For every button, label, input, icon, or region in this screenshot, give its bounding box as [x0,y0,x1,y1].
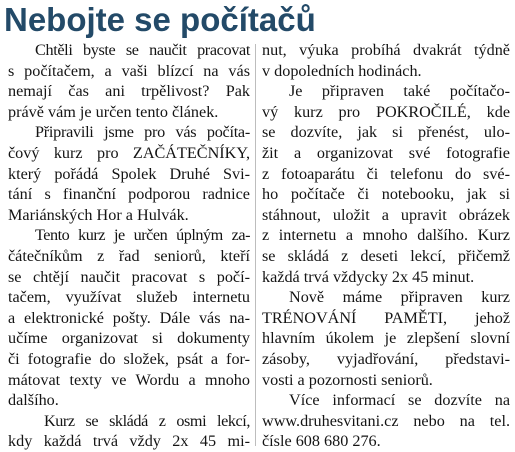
text-line: nut, výuka probíhá dvakrát týdně [262,41,510,59]
text-line: žit a organizovat své fotografie [262,143,510,162]
text-line: kdy každá trvá vždy 2x 45 mi- [8,432,250,451]
text-line: učíme organizovat si dokumenty [8,329,250,348]
text-line: se dozvíte, jak si přenést, ulo- [262,123,510,142]
paragraph-lessons [8,411,250,452]
text-line: stáhnout, uložit a upravit obrázek [262,205,510,224]
paragraph-advanced-course [262,81,510,287]
text-line: Je připraven také počítačo- [289,82,510,101]
text-line: s počítačem, a vaši blízcí na vás [8,61,250,80]
text-line: se chtějí naučit pracovat s počí- [8,267,250,286]
text-line: Připravili jsme pro vás počíta- [35,123,250,142]
paragraph-intro [8,40,250,122]
text-line: ho počítače či notebooku, jak si [262,185,510,204]
column-divider [255,44,256,446]
text-line: www.druhesvitani.cz nebo na tel. [262,411,510,430]
text-line: nemají čas ani trpělivost? Pak [8,82,250,101]
text-line: či fotografie do složek, psát a for- [8,349,250,368]
text-line: tačem, využívat služeb internetu [8,288,250,307]
text-line: Tento kurz je určen úplným za- [35,226,250,245]
text-line: mátovat texty ve Wordu a mnoho [8,370,250,389]
text-line: zásoby, vyjadřování, představi- [262,349,510,368]
text-line: dalšího. [8,391,59,410]
text-line: TRÉNOVÁNÍ PAMĚTI, jehož [262,308,510,327]
paragraph-lessons-continued [262,40,510,81]
text-line: z internetu a mnoho dalšího. Kurz [262,226,510,245]
text-line: Více informací se dozvíte na [289,391,510,410]
text-line: čísle 608 680 276. [262,432,381,451]
text-line: a elektronické pošty. Dále vás na- [8,308,250,327]
text-line: vosti a pozornosti seniorů. [262,370,433,389]
text-line: vý kurz pro POKROČILÉ, kde [262,102,510,121]
text-line: Kurz se skládá z osmi lekcí, [44,411,250,430]
text-line: čový kurz pro ZAČÁTEČNÍKY, [8,143,250,162]
paragraph-course-content [8,225,250,410]
text-line: právě vám je určen tento článek. [8,102,219,121]
right-column [262,40,510,452]
text-line: hlavním úkolem je zlepšení slovní [262,329,510,348]
text-line: čátečníkům z řad seniorů, kteří [8,246,250,265]
paragraph-memory-training [262,287,510,390]
text-line: Chtěli byste se naučit pracovat [35,41,250,59]
paragraph-beginners-course [8,122,250,225]
text-line: Nově máme připraven kurz [289,288,510,307]
text-line: který pořádá Spolek Druhé Svi- [8,164,250,183]
text-line: Mariánských Hor a Hulvák. [8,205,189,224]
text-line: z fotoaparátu či telefonu do své- [262,164,510,183]
left-column [8,40,250,452]
text-line: se skládá z deseti lekcí, přičemž [262,246,510,265]
text-line: každá trvá vždycky 2x 45 minut. [262,267,475,286]
text-line: v dopoledních hodinách. [262,61,422,80]
text-line: tání s finanční podporou radnice [8,185,250,204]
article-headline: Nebojte se počítačů [4,1,316,38]
paragraph-contact-info [262,390,510,452]
